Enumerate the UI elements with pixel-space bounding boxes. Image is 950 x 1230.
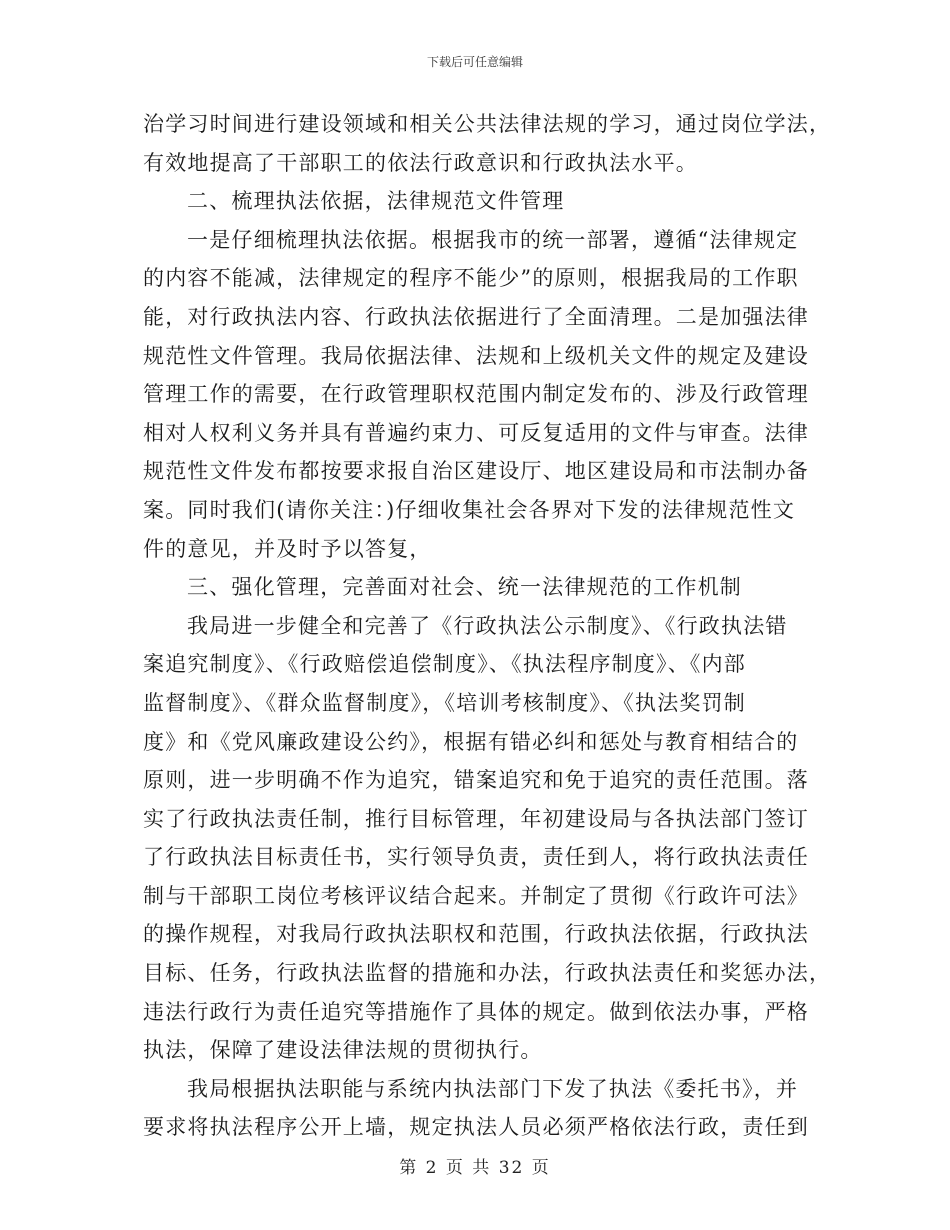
paragraph-line: 了行政执法目标责任书，实行领导负责，责任到人，将行政执法责任 [143,845,809,870]
paragraph-line: 规范性文件发布都按要求报自治区建设厅、地区建设局和市法制办备 [143,459,809,484]
paragraph-line: 执法，保障了建设法律法规的贯彻执行。 [143,1038,543,1063]
paragraph-line: 目标、任务，行政执法监督的措施和办法，行政执法责任和奖惩办法， [143,961,832,986]
page-header: 下载后可任意编辑 [426,55,523,69]
document-body [143,105,832,1147]
paragraph-line: 件的意见，并及时予以答复， [143,536,432,561]
paragraph-line: 我局进一步健全和完善了《行政执法公示制度》、《行政执法错 [187,613,788,638]
paragraph-line: 相对人权利义务并具有普遍约束力、可反复适用的文件与审查。法律 [143,420,809,445]
paragraph-line: 治学习时间进行建设领域和相关公共法律法规的学习，通过岗位学法， [143,112,832,136]
paragraph-line: 规范性文件管理。我局依据法律、法规和上级机关文件的规定及建设 [143,343,809,368]
paragraph-line: 有效地提高了干部职工的依法行政意识和行政执法水平。 [143,150,698,175]
paragraph-line: 的操作规程，对我局行政执法职权和范围，行政执法依据，行政执法 [143,922,809,947]
page-number-footer: 第 2 页 共 32 页 [399,1158,551,1178]
paragraph-line: 能，对行政执法内容、行政执法依据进行了全面清理。二是加强法律 [143,304,809,329]
paragraph-line: 违法行政行为责任追究等措施作了具体的规定。做到依法办事，严格 [143,999,809,1024]
paragraph-line: 度》和《党风廉政建设公约》，根据有错必纠和惩处与教育相结合的 [143,729,799,754]
paragraph-line: 管理工作的需要，在行政管理职权范围内制定发布的、涉及行政管理 [143,382,809,407]
paragraph-line: 案追究制度》、《行政赔偿追偿制度》、《执法程序制度》、《内部 [143,652,746,677]
paragraph-line: 制与干部职工岗位考核评议结合起来。并制定了贯彻《行政许可法》 [143,883,809,908]
paragraph-line: 实了行政执法责任制，推行目标管理，年初建设局与各执法部门签订 [143,806,809,831]
paragraph-line: 原则，进一步明确不作为追究，错案追究和免于追究的责任范围。落 [143,768,809,793]
paragraph-line: 一是仔细梳理执法依据。根据我市的统一部署，遵循“法律规定 [187,227,799,252]
paragraph-line: 要求将执法程序公开上墙，规定执法人员必须严格依法行政，责任到 [143,1115,809,1140]
paragraph-line: 案。同时我们(请你关注：)仔细收集社会各界对下发的法律规范性文 [143,497,796,522]
paragraph-line: 的内容不能减，法律规定的程序不能少”的原则，根据我局的工作职 [143,266,799,291]
paragraph-line: 我局根据执法职能与系统内执法部门下发了执法《委托书》，并 [187,1076,799,1101]
section-heading: 二、梳理执法依据，法律规范文件管理 [187,189,565,214]
section-heading: 三、强化管理，完善面对社会、统一法律规范的工作机制 [187,575,742,600]
paragraph-line: 监督制度》、《群众监督制度》，《培训考核制度》、《执法奖罚制 [143,690,746,715]
